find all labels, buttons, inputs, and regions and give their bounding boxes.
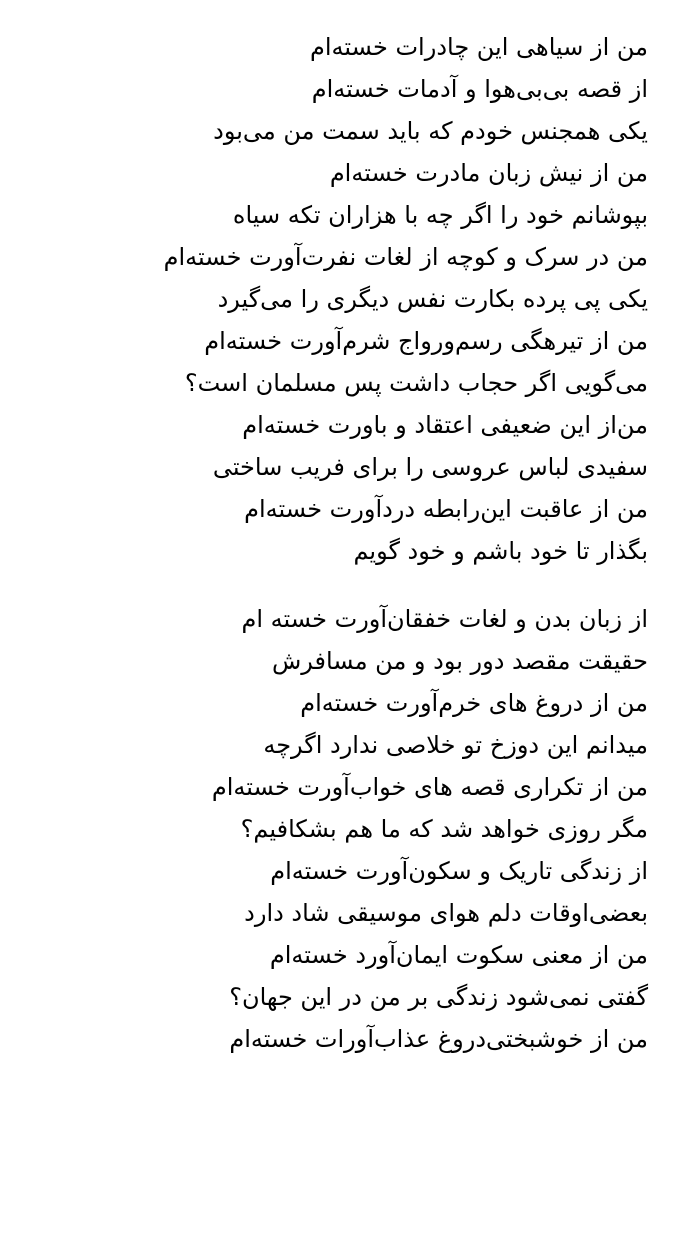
poem-line: یکی همجنس خودم که باید سمت من می‌بود: [213, 117, 648, 145]
poem-line: حقیقت مقصد دور بود و من مسافرش: [271, 647, 648, 675]
stanza-1: [8, 26, 648, 572]
stanza-2: [8, 598, 648, 1060]
poem-line: از قصه بی‌بی‌هوا و آدمات خسته‌ام: [311, 75, 648, 103]
poem-line: سفیدی لباس عروسی را برای فریب ساختی: [212, 453, 648, 481]
poem-line: بگذار تا خود باشم و خود گویم: [353, 537, 648, 565]
poem-line: میدانم این دوزخ تو خلاصی ندارد اگرچه: [263, 731, 648, 759]
poem-line: بپوشانم خود را اگر چه با هزاران تکه سیاه: [232, 201, 648, 229]
poem-line: من از خوشبختی‌دروغ عذاب‌آورات خسته‌ام: [229, 1025, 648, 1053]
poem-line: از زبان بدن و لغات خفقان‌آورت خسته ام: [241, 605, 648, 633]
poem-line: از زندگی تاریک و سکون‌آورت خسته‌ام: [270, 857, 648, 885]
poem-line: بعضی‌اوقات دلم هوای موسیقی شاد دارد: [244, 899, 648, 927]
poem-line: یکی پی پرده بکارت نفس دیگری را می‌گیرد: [217, 285, 648, 313]
poem-line: من از سیاهی این چادرات خسته‌ام: [309, 33, 648, 61]
poem-line: می‌گویی اگر حجاب داشت پس مسلمان است؟: [184, 369, 648, 397]
poem-line: من از عاقبت این‌رابطه دردآورت خسته‌ام: [244, 495, 648, 523]
poem-line: من از معنی سکوت ایمان‌آورد خسته‌ام: [269, 941, 648, 969]
poem-line: من از نیش زبان مادرت خسته‌ام: [329, 159, 648, 187]
poem-line: من از تکراری قصه های خواب‌آورت خسته‌ام: [211, 773, 648, 801]
poem-line: من‌از این ضعیفی اعتقاد و باورت خسته‌ام: [242, 411, 648, 439]
poem-line: من از دروغ های خرم‌آورت خسته‌ام: [300, 689, 648, 717]
poem-line: من در سرک و کوچه از لغات نفرت‌آورت خسته‌ام: [163, 243, 648, 271]
stanza-divider: [8, 572, 648, 598]
poem-line: من از تیرهگی رسم‌ورواج شرم‌آورت خسته‌ام: [204, 327, 648, 355]
poem-line: گفتی نمی‌شود زندگی بر من در این جهان؟: [229, 983, 648, 1011]
poem-line: مگر روزی خواهد شد که ما هم بشکافیم؟: [240, 815, 648, 843]
poem-text: [8, 26, 648, 1060]
